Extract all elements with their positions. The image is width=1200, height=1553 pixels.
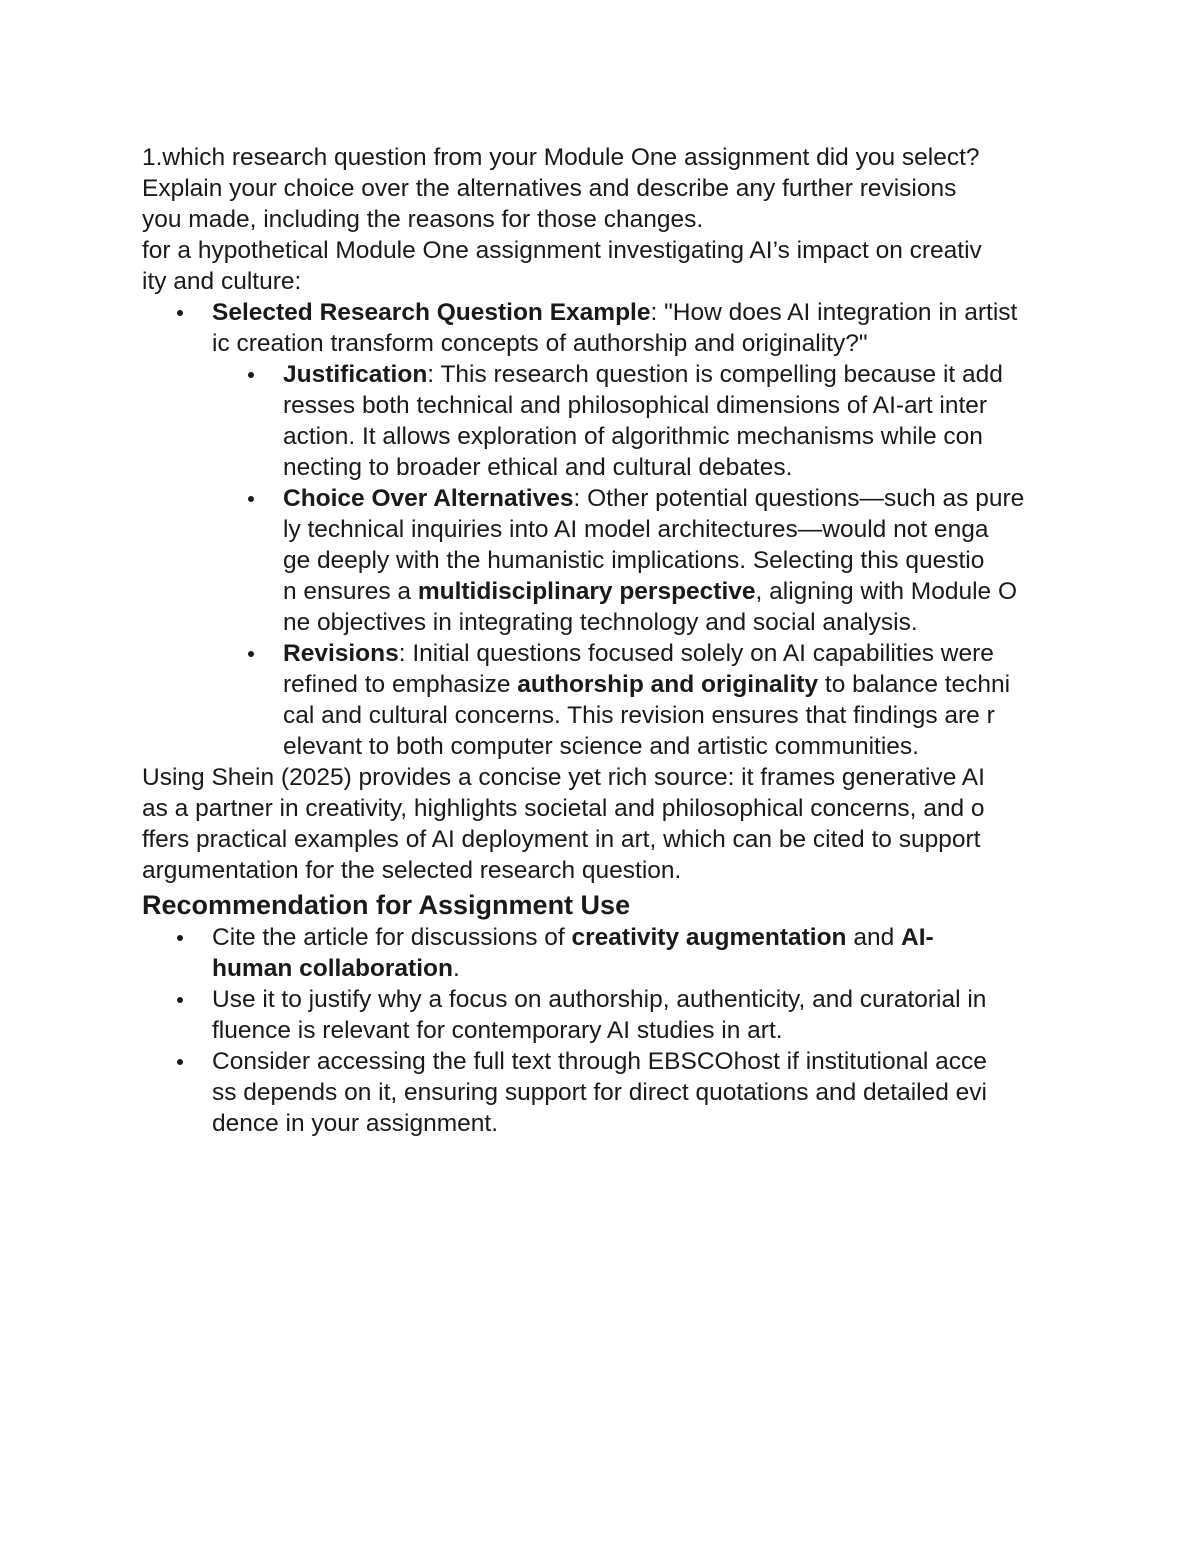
bold-phrase: authorship and originality [517,671,819,698]
intro-line: for a hypothetical Module One assignment investigating AI’s impact on creativ [142,237,982,264]
bold-label: Justification [283,361,428,388]
intro-line: 1.which research question from your Module One assignment did you select? [142,144,980,171]
text-run: : Other potential questions—such as pure [573,485,1025,512]
text-run: to balance techni [818,671,1011,698]
paragraph-line: as a partner in creativity, highlights societal and philosophical concerns, and o [142,795,985,822]
list-item-line [283,483,1072,514]
paragraph-line: Using Shein (2025) provides a concise yet rich source: it frames generative AI [142,764,985,791]
bold-phrase: human collaboration [212,955,453,982]
list-item-line: ss depends on it, ensuring support for direct quotations and detailed evi [212,1079,987,1106]
bullet-icon [177,310,183,316]
bold-label: Selected Research Question Example [212,299,651,326]
intro-line: ity and culture: [142,268,302,295]
list-item-line [283,669,1072,700]
list-item-line: ne objectives in integrating technology and social analysis. [283,609,918,636]
list-item-line: cal and cultural concerns. This revision ensures that findings are r [283,702,995,729]
paragraph-line: ffers practical examples of AI deployment in art, which can be cited to support [142,826,981,853]
bold-phrase: multidisciplinary perspective [417,578,756,605]
list-item-line [212,953,1072,984]
list-item-line: fluence is relevant for contemporary AI studies in art. [212,1017,783,1044]
text-run: : Initial questions focused solely on AI capabilities were [398,640,994,667]
intro-line: you made, including the reasons for those changes. [142,206,704,233]
list-item-line: resses both technical and philosophical dimensions of AI-art inter [283,392,988,419]
text-run: n ensures a [283,578,418,605]
bold-label: Revisions [283,640,399,667]
list-item-line [283,359,1072,390]
bullet-icon [177,935,183,941]
list-item-line: action. It allows exploration of algorithmic mechanisms while con [283,423,983,450]
bullet-icon [248,372,254,378]
list-item-recommendation-cite [142,922,1072,984]
bold-phrase: creativity augmentation [571,924,847,951]
bold-label: Choice Over Alternatives [283,485,574,512]
text-run: and [846,924,902,951]
list-item-line [283,638,1072,669]
list-item-revisions [142,638,1072,762]
list-item-line: ge deeply with the humanistic implications. Selecting this questio [283,547,985,574]
list-item-line: necting to broader ethical and cultural debates. [283,454,793,481]
bullet-icon [177,997,183,1003]
bullet-icon [248,496,254,502]
list-item-selected-question [142,297,1072,359]
bullet-icon [177,1059,183,1065]
text-run: : "How does AI integration in artist [650,299,1018,326]
list-item-choice-over-alternatives [142,483,1072,638]
list-item-line: Consider accessing the full text through EBSCOhost if institutional acce [212,1048,987,1075]
text-run: , aligning with Module O [755,578,1018,605]
bullet-icon [248,651,254,657]
list-item-justification [142,359,1072,483]
paragraph-line: argumentation for the selected research question. [142,857,682,884]
bold-phrase: AI- [901,924,934,951]
list-item-line: elevant to both computer science and artistic communities. [283,733,919,760]
list-item-line: dence in your assignment. [212,1110,498,1137]
list-item-line [283,576,1072,607]
list-item-recommendation-access [142,1046,1072,1139]
text-run: Cite the article for discussions of [212,924,572,951]
intro-line: Explain your choice over the alternatives and describe any further revisions [142,175,957,202]
list-item-line: Use it to justify why a focus on authorship, authenticity, and curatorial in [212,986,987,1013]
section-heading: Recommendation for Assignment Use [142,890,631,920]
list-item-line: ly technical inquiries into AI model architectures—would not enga [283,516,989,543]
text-run: . [452,955,460,982]
list-item-recommendation-justify [142,984,1072,1046]
list-item-line: ic creation transform concepts of authorship and originality?" [212,330,868,357]
list-item-line [212,297,1072,328]
text-run: : This research question is compelling because it add [427,361,1003,388]
text-run: refined to emphasize [283,671,518,698]
document-body [142,142,1072,1139]
list-item-line [212,922,1072,953]
